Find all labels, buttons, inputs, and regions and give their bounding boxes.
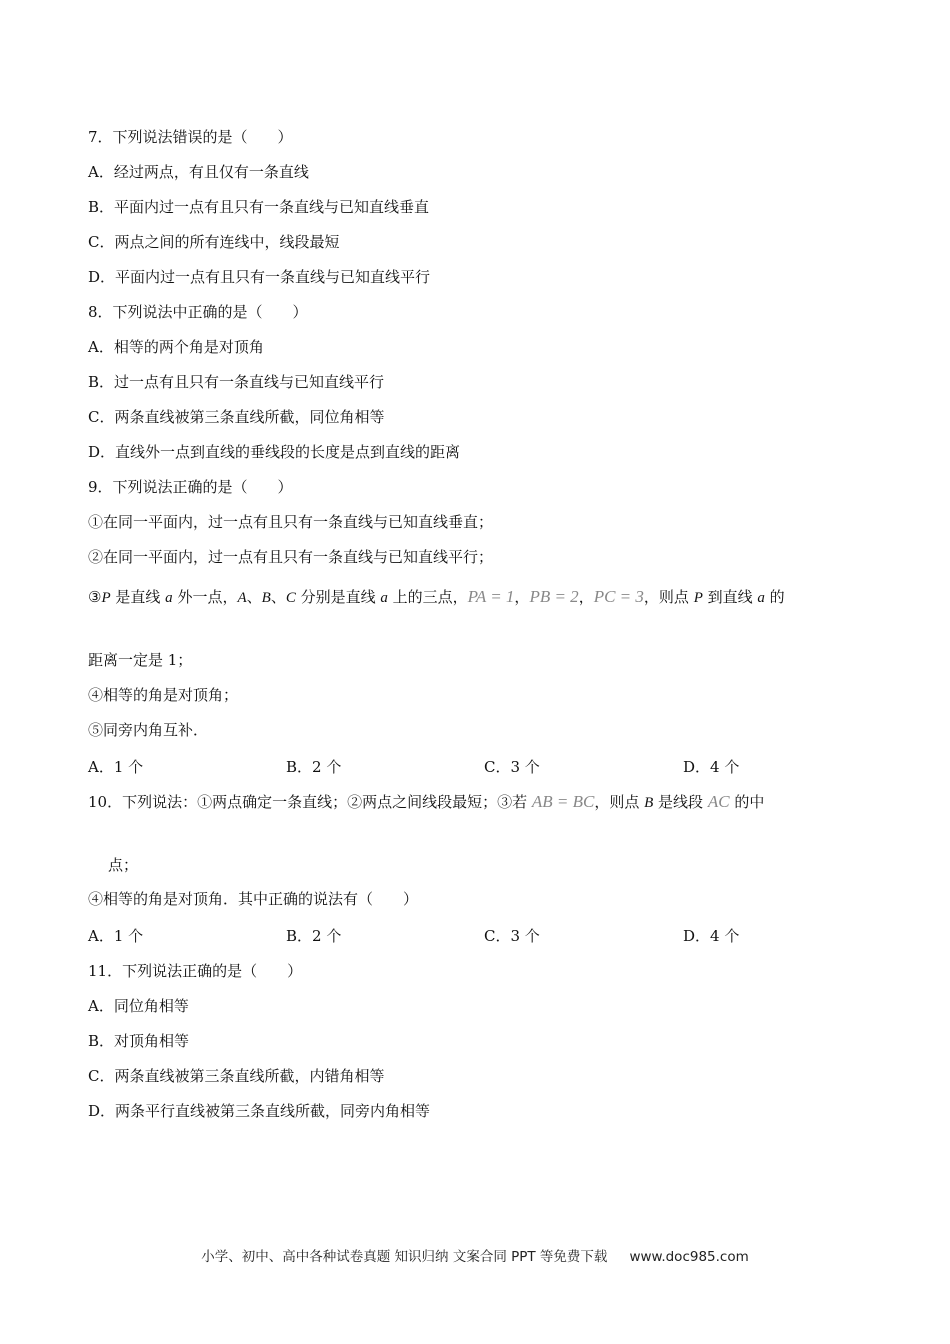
q11-option-b: B．对顶角相等 bbox=[88, 1032, 190, 1050]
q8-stem: 8．下列说法中正确的是（ ） bbox=[88, 303, 308, 321]
math-pc: PC = 3 bbox=[593, 587, 644, 606]
q9-statement-5: ⑤同旁内角互补． bbox=[88, 721, 209, 739]
q9-statement-2: ②在同一平面内，过一点有且只有一条直线与已知直线平行； bbox=[88, 548, 494, 566]
q8-option-a: A．相等的两个角是对顶角 bbox=[88, 338, 264, 356]
math-ac: AC bbox=[707, 792, 730, 811]
q10-stem: 10．下列说法：①两点确定一条直线；②两点之间线段最短；③若 AB = BC，则点 B 是线段 AC 的中 bbox=[88, 792, 765, 811]
footer-text: 小学、初中、高中各种试卷真题 知识归纳 文案合同 PPT 等免费下载 bbox=[201, 1249, 608, 1265]
q11-option-d: D．两条平行直线被第三条直线所截，同旁内角相等 bbox=[88, 1102, 431, 1120]
q8-option-d: D．直线外一点到直线的垂线段的长度是点到直线的距离 bbox=[88, 443, 461, 461]
q11-option-a: A．同位角相等 bbox=[88, 997, 189, 1015]
page-footer bbox=[0, 1245, 950, 1265]
math-pa: PA = 1 bbox=[467, 587, 515, 606]
q9-statement-3: ③P 是直线 a 外一点，A、B、C 分别是直线 a 上的三点，PA = 1，PB = 2，PC = 3，则点 P 到直线 a 的 bbox=[88, 587, 785, 606]
math-pb: PB = 2 bbox=[529, 587, 579, 606]
q9-stem: 9．下列说法正确的是（ ） bbox=[88, 478, 293, 496]
q10-stem-continued: 点； bbox=[108, 856, 139, 874]
q11-stem: 11．下列说法正确的是（ ） bbox=[88, 962, 303, 980]
q10-option-a: A．1 个 bbox=[88, 927, 144, 945]
q7-option-c: C．两点之间的所有连线中，线段最短 bbox=[88, 233, 340, 251]
q9-statement-1: ①在同一平面内，过一点有且只有一条直线与已知直线垂直； bbox=[88, 513, 494, 531]
q7-option-b: B．平面内过一点有且只有一条直线与已知直线垂直 bbox=[88, 198, 430, 216]
footer-link[interactable]: www.doc985.com bbox=[629, 1249, 749, 1265]
q10-statement-4: ④相等的角是对顶角．其中正确的说法有（ ） bbox=[88, 890, 419, 908]
q7-option-d: D．平面内过一点有且只有一条直线与已知直线平行 bbox=[88, 268, 431, 286]
q9-statement-3-continued: 距离一定是 1； bbox=[88, 651, 193, 669]
q9-option-c: C．3 个 bbox=[484, 758, 540, 776]
q7-option-a: A．经过两点，有且仅有一条直线 bbox=[88, 163, 309, 181]
q10-option-c: C．3 个 bbox=[484, 927, 540, 945]
q11-option-c: C．两条直线被第三条直线所截，内错角相等 bbox=[88, 1067, 385, 1085]
q9-statement-4: ④相等的角是对顶角； bbox=[88, 686, 239, 704]
q9-option-a: A．1 个 bbox=[88, 758, 144, 776]
q7-stem: 7．下列说法错误的是（ ） bbox=[88, 128, 293, 146]
q10-option-b: B．2 个 bbox=[286, 927, 342, 945]
q8-option-c: C．两条直线被第三条直线所截，同位角相等 bbox=[88, 408, 385, 426]
q8-option-b: B．过一点有且只有一条直线与已知直线平行 bbox=[88, 373, 385, 391]
math-ab-bc: AB = BC bbox=[531, 792, 595, 811]
q9-option-b: B．2 个 bbox=[286, 758, 342, 776]
q10-option-d: D．4 个 bbox=[683, 927, 740, 945]
q9-option-d: D．4 个 bbox=[683, 758, 740, 776]
